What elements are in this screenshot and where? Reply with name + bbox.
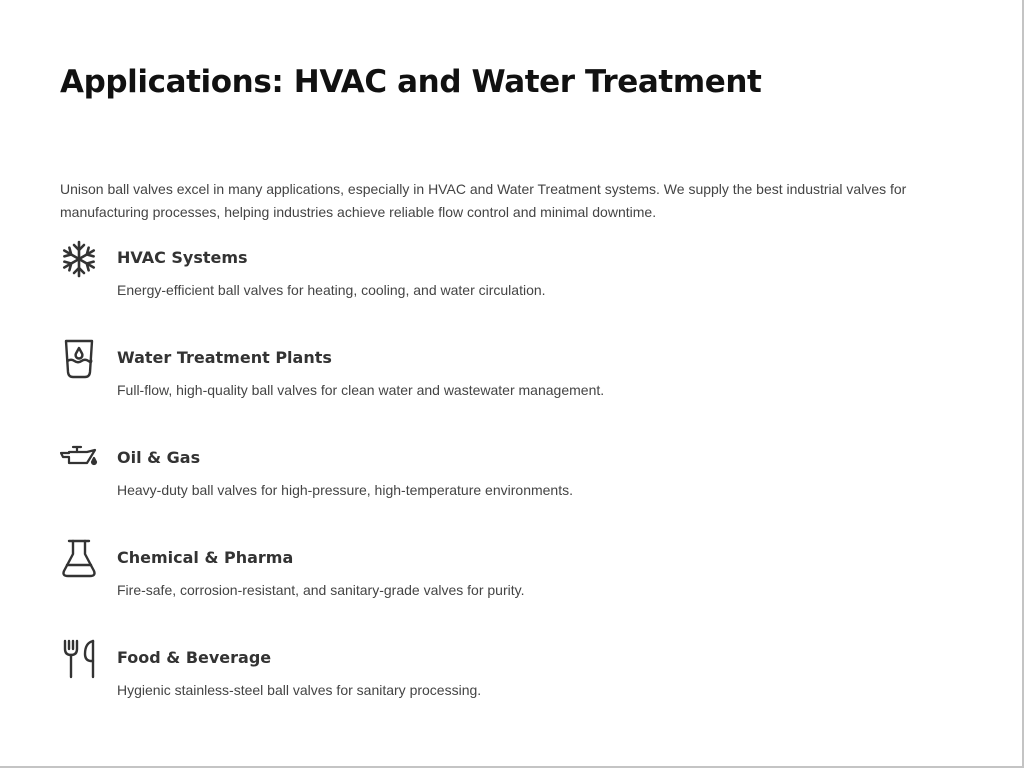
oil-can-icon [60, 438, 98, 480]
application-description: Fire-safe, corrosion-resistant, and sanitary-grade valves for purity. [117, 582, 525, 598]
application-title: Chemical & Pharma [117, 548, 294, 567]
application-title: Oil & Gas [117, 448, 201, 467]
application-item-oil-gas [60, 438, 960, 518]
application-item-water-treatment [60, 338, 960, 418]
application-description: Full-flow, high-quality ball valves for clean water and wastewater management. [117, 382, 605, 398]
intro-paragraph: Unison ball valves excel in many applications, especially in HVAC and Water Treatment systems. We supply the best industrial valves for manufacturing processes, helping industries achieve reliable flow control and minimal downtime. [60, 181, 907, 220]
flask-icon [60, 538, 98, 580]
snowflake-icon [60, 238, 98, 280]
application-title: Food & Beverage [117, 648, 272, 667]
water-glass-icon [60, 338, 98, 380]
application-description: Heavy-duty ball valves for high-pressure, high-temperature environments. [117, 482, 573, 498]
application-description: Hygienic stainless-steel ball valves for sanitary processing. [117, 682, 482, 698]
application-item-chemical-pharma [60, 538, 960, 618]
application-description: Energy-efficient ball valves for heating, cooling, and water circulation. [117, 282, 546, 298]
page-title: Applications: HVAC and Water Treatment [60, 64, 762, 100]
fork-knife-icon [60, 638, 98, 680]
application-title: HVAC Systems [117, 248, 248, 267]
application-title: Water Treatment Plants [117, 348, 332, 367]
application-item-hvac [60, 238, 960, 318]
application-item-food-beverage [60, 638, 960, 718]
